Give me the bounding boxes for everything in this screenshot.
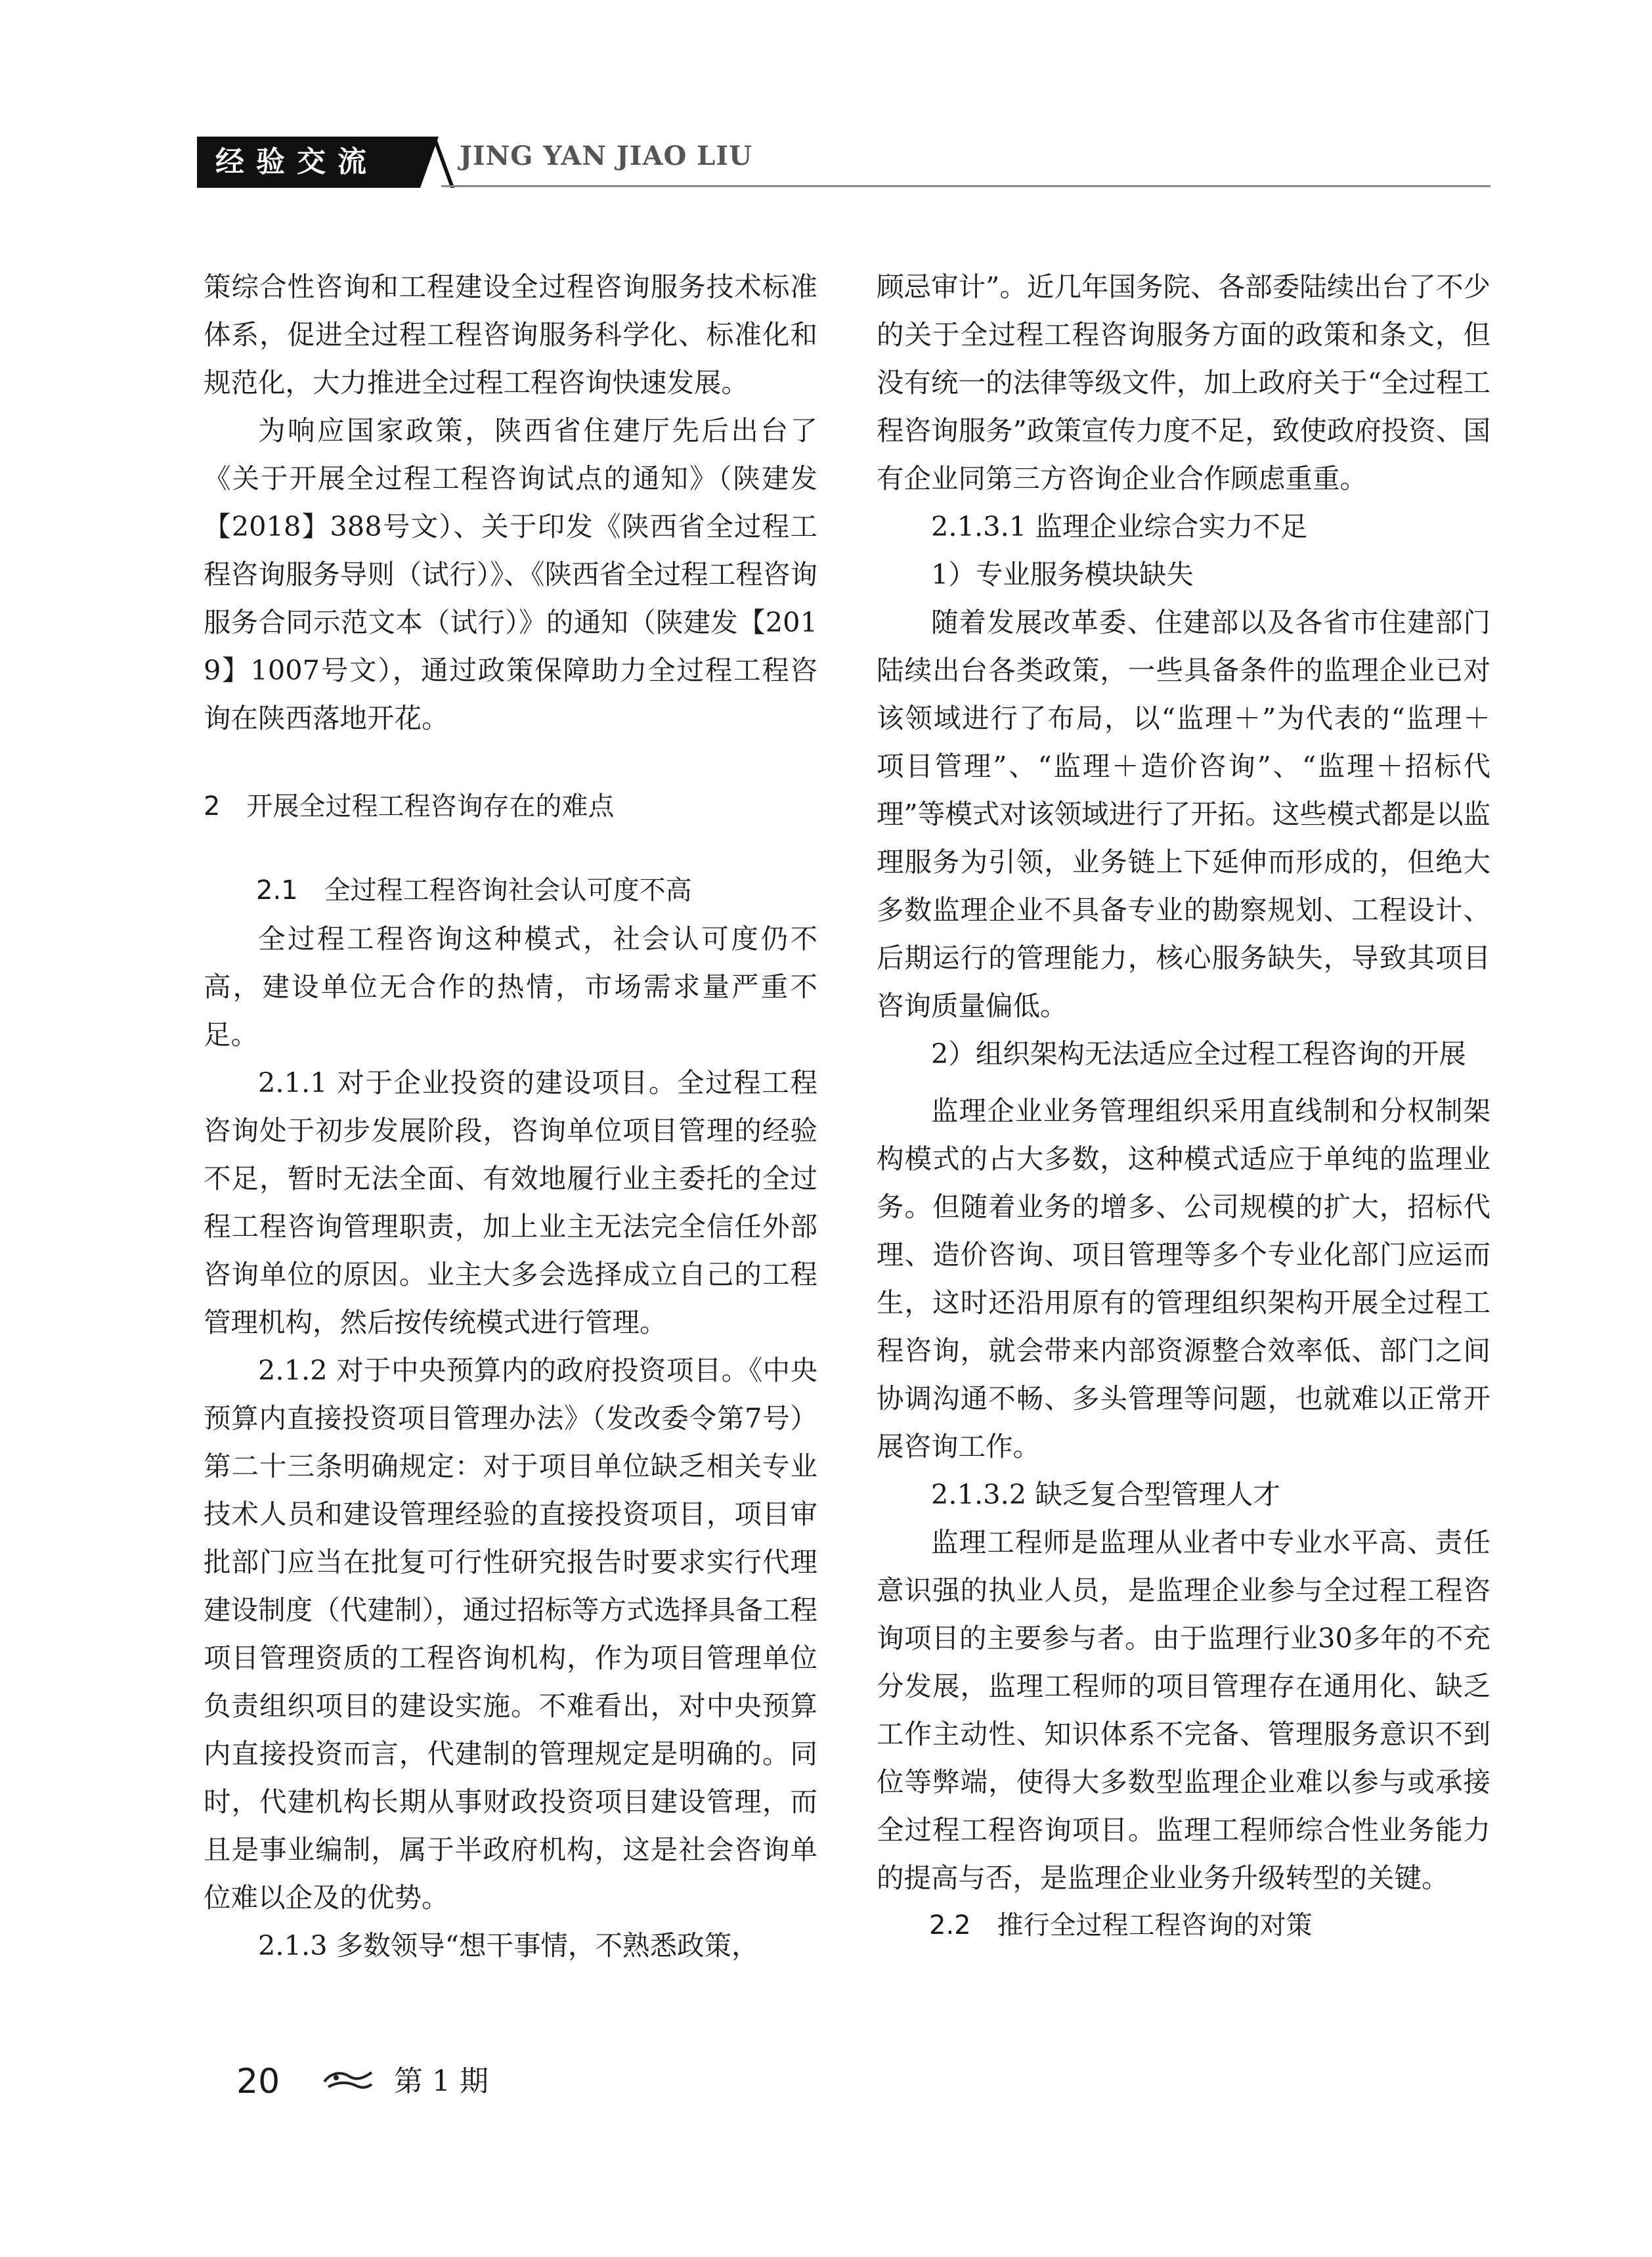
paragraph: 2.1.3.2 缺乏复合型管理人才 [931, 1478, 1280, 1510]
section-tag: 经验交流 [197, 137, 420, 188]
paragraph: 随着发展改革委、住建部以及各省市住建部门陆续出台各类政策，一些具备条件的监理企业已对该领域进行了布局，以“监理＋”为代表的“监理＋项目管理”、“监理＋造价咨询”、“监理＋招标代理”等模式对该领域进行了开拓。这些模式都是以监理服务为引领，业务链上下延伸而形成的，但绝大多数监理企业不具备专业的勘察规划、工程设计、后期运行的管理能力，核心服务缺失，导致其项目咨询质量偏低。 [877, 606, 1490, 1022]
paragraph: 2.1.1 对于企业投资的建设项目。全过程工程咨询处于初步发展阶段，咨询单位项目管理的经验不足，暂时无法全面、有效地履行业主委托的全过程工程咨询管理职责，加上业主无法完全信任外部咨询单位的原因。业主大多会选择成立自己的工程管理机构，然后按传统模式进行管理。 [204, 1066, 817, 1338]
paragraph: 全过程工程咨询这种模式，社会认可度仍不高，建设单位无合作的热情，市场需求量严重不足。 [204, 923, 817, 1051]
left-column [204, 263, 817, 1969]
page-number: 20 [236, 2062, 280, 2101]
subsection-heading: 2.2 推行全过程工程咨询的对策 [929, 1910, 1313, 1940]
paragraph: 顾忌审计”。近几年国务院、各部委陆续出台了不少的关于全过程工程咨询服务方面的政策和条文，但没有统一的法律等级文件，加上政府关于“全过程工程咨询服务”政策宣传力度不足，致使政府投资、国有企业同第三方咨询企业合作顾虑重重。 [877, 271, 1490, 494]
section-heading: 2 开展全过程工程咨询存在的难点 [204, 791, 615, 822]
right-column [877, 263, 1490, 1950]
ornament-icon [322, 2067, 374, 2095]
paragraph: 2）组织架构无法适应全过程工程咨询的开展 [931, 1038, 1466, 1070]
paragraph: 2.1.2 对于中央预算内的政府投资项目。《中央预算内直接投资项目管理办法》（发改委令第7号）第二十三条明确规定：对于项目单位缺乏相关专业技术人员和建设管理经验的直接投资项目，项目审批部门应当在批复可行性研究报告时要求实行代理建设制度（代建制），通过招标等方式选择具备工程项目管理资质的工程咨询机构，作为项目管理单位负责组织项目的建设实施。不难看出，对中央预算内直接投资而言，代建制的管理规定是明确的。同时，代建机构长期从事财政投资项目建设管理，而且是事业编制，属于半政府机构，这是社会咨询单位难以企及的优势。 [204, 1354, 817, 1914]
subsection-heading: 2.1 全过程工程咨询社会认可度不高 [256, 875, 692, 906]
paragraph: 2.1.3 多数领导“想干事情，不熟悉政策， [258, 1929, 759, 1961]
spacer [204, 831, 817, 867]
paragraph: 监理工程师是监理从业者中专业水平高、责任意识强的执业人员，是监理企业参与全过程工程咨询项目的主要参与者。由于监理行业30多年的不充分发展，监理工程师的项目管理存在通用化、缺乏工作主动性、知识体系不完备、管理服务意识不到位等弊端，使得大多数型监理企业难以参与或承接全过程工程咨询项目。监理工程师综合性业务能力的提高与否，是监理企业业务升级转型的关键。 [877, 1526, 1490, 1894]
spacer [877, 1078, 1490, 1087]
header-rule [441, 185, 1490, 187]
spacer [204, 742, 817, 783]
running-header [197, 131, 1490, 197]
paragraph: 为响应国家政策，陕西省住建厅先后出台了《关于开展全过程工程咨询试点的通知》（陕建发【2018】388号文）、关于印发《陕西省全过程工程咨询服务导则（试行）》、《陕西省全过程工程咨询服务合同示范文本（试行）》的通知（陕建发【2019】1007号文），通过政策保障助力全过程工程咨询在陕西落地开花。 [204, 414, 817, 734]
paragraph: 监理企业业务管理组织采用直线制和分权制架构模式的占大多数，这种模式适应于单纯的监理业务。但随着业务的增多、公司规模的扩大，招标代理、造价咨询、项目管理等多个专业化部门应运而生，这时还沿用原有的管理组织架构开展全过程工程咨询，就会带来内部资源整合效率低、部门之间协调沟通不畅、多头管理等问题，也就难以正常开展咨询工作。 [877, 1095, 1490, 1462]
paragraph: 策综合性咨询和工程建设全过程咨询服务技术标准体系，促进全过程工程咨询服务科学化、标准化和规范化，大力推进全过程工程咨询快速发展。 [204, 271, 817, 399]
section-tag-english: JING YAN JIAO LIU [460, 141, 752, 171]
issue-label: 第 1 期 [394, 2065, 489, 2098]
paragraph: 1）专业服务模块缺失 [931, 558, 1194, 590]
paragraph: 2.1.3.1 监理企业综合实力不足 [931, 510, 1308, 542]
